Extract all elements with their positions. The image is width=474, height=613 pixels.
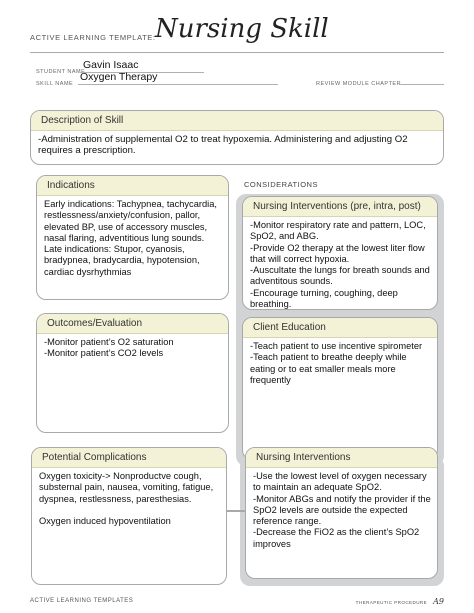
student-name-field[interactable]: Gavin Isaac — [83, 59, 139, 71]
footer-templates-label: ACTIVE LEARNING TEMPLATES — [30, 598, 134, 604]
review-module-underline — [400, 84, 444, 85]
indications-title: Indications — [37, 176, 228, 196]
client-education-section — [242, 317, 438, 460]
student-name-label: STUDENT NAME — [36, 69, 86, 75]
nursing-interventions-pre-title: Nursing Interventions (pre, intra, post) — [243, 197, 437, 217]
outcomes-section — [36, 313, 229, 433]
nursing-interventions-section — [245, 447, 438, 579]
nursing-interventions-title: Nursing Interventions — [246, 448, 437, 468]
client-education-title: Client Education — [243, 318, 437, 338]
skill-name-underline — [78, 84, 278, 85]
footer-page-number: A9 — [433, 597, 444, 606]
description-body[interactable]: -Administration of supplemental O2 to treat hypoxemia. Administering and adjusting O2 requires a prescription. — [38, 134, 408, 157]
header-divider — [30, 52, 444, 53]
footer-procedure-label: THERAPEUTIC PROCEDURE — [355, 600, 428, 605]
description-title: Description of Skill — [31, 111, 443, 131]
outcomes-title: Outcomes/Evaluation — [37, 314, 228, 334]
nursing-interventions-body[interactable]: -Use the lowest level of oxygen necessary to maintain an adequate SpO2. -Monitor ABGs and notify the provider if the SpO2 levels are outside the expected reference range. -Decrease the FiO2 as the client’s SpO2 improves — [253, 471, 431, 549]
template-header — [30, 14, 450, 50]
indications-body[interactable]: Early indications: Tachypnea, tachycardia, restlessness/anxiety/confusion, pallor, elevated BP, use of accessory muscles, nasal flaring, adventitious lung sounds. Late indications: Stupor, cyanosis, bradypnea, bradycardia, hypotension, cardiac dysrhythmias — [44, 199, 217, 277]
potential-complications-body[interactable]: Oxygen toxicity-> Nonproductve cough, substernal pain, nausea, vomiting, fatigue, dyspnea, restlessness, paresthesias. Oxygen induced hypoventilation — [39, 471, 214, 527]
footer-right — [356, 597, 444, 606]
potential-complications-section — [31, 447, 227, 585]
review-module-label: REVIEW MODULE CHAPTER — [316, 81, 402, 87]
potential-complications-title: Potential Complications — [32, 448, 226, 468]
skill-name-label: SKILL NAME — [36, 81, 74, 87]
outcomes-body[interactable]: -Monitor patient’s O2 saturation -Monitor patient’s CO2 levels — [44, 337, 174, 359]
indications-section — [36, 175, 229, 300]
nursing-interventions-pre-section — [242, 196, 438, 310]
client-education-body[interactable]: -Teach patient to use incentive spirometer -Teach patient to breathe deeply while eating or to eat smaller meals more frequently — [250, 341, 423, 385]
skill-name-field[interactable]: Oxygen Therapy — [80, 71, 158, 83]
description-section — [30, 110, 444, 165]
considerations-label: CONSIDERATIONS — [244, 180, 318, 189]
page-title: Nursing Skill — [155, 14, 329, 44]
template-label: ACTIVE LEARNING TEMPLATE: — [30, 33, 156, 42]
nursing-interventions-pre-body[interactable]: -Monitor respiratory rate and pattern, LOC, SpO2, and ABG. -Provide O2 therapy at the lowest liter flow that will correct hypoxia. -Auscultate the lungs for breath sounds and adventitous sounds. -Encourage turning, coughing, deep breathing. — [250, 220, 430, 310]
